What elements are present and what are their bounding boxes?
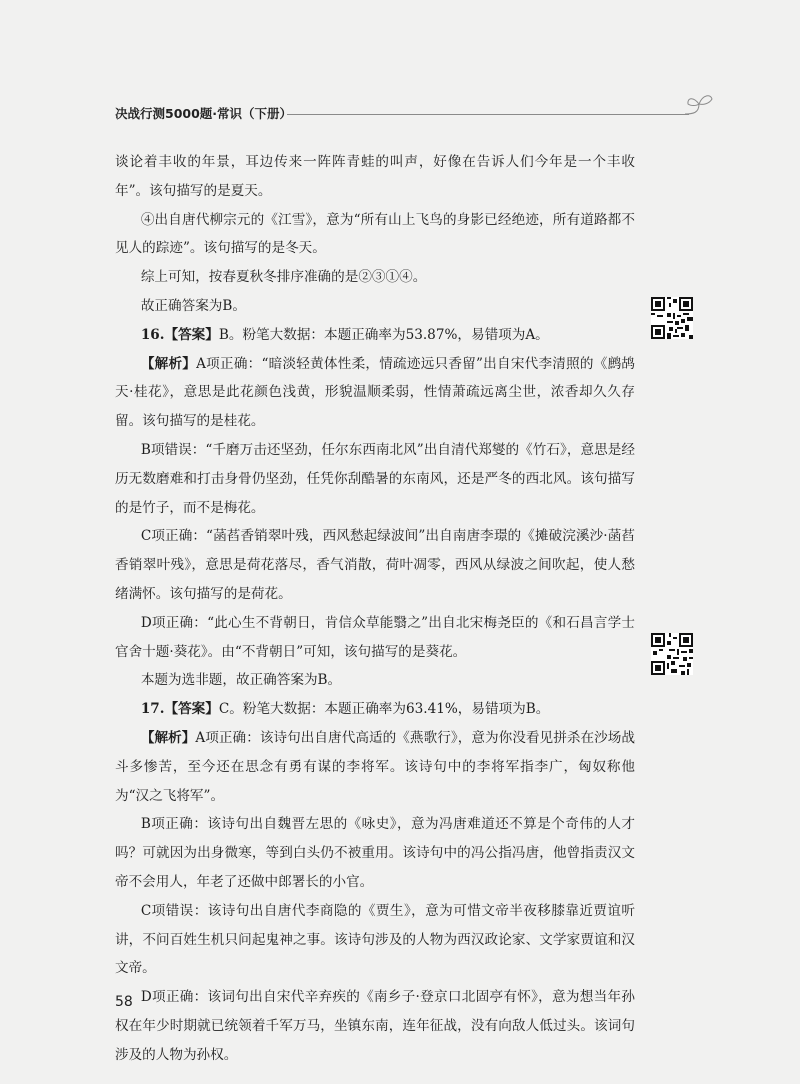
paragraph: 故正确答案为B。 — [140, 297, 246, 314]
paragraph: B项错误：“千磨万击还坚劲，任尔东西南北风”出自清代郑燮的《竹石》，意思是经历无数磨难和打击身骨仍坚劲，任凭你刮酷暑的东南风，还是严冬的西北风。该句描写的是竹子，而不是梅花。 — [115, 441, 635, 516]
analysis-text: A项正确：该诗句出自唐代高适的《燕歌行》，意为你没看见拼杀在沙场战斗多惨苦，至今还在思念有勇有谋的李将军。该诗句中的李将军指李广，匈奴称他为“汉之飞将军”。 — [115, 729, 636, 804]
paragraph: D项正确：该词句出自宋代辛弃疾的《南乡子·登京口北固亭有怀》，意为想当年孙权在年少时期就已统领着千军万马，坐镇东南，连年征战，没有向敌人低过头。该词句涉及的人物为孙权。 — [115, 989, 635, 1063]
paragraph: C项错误：该诗句出自唐代李商隐的《贾生》，意为可惜文帝半夜移膝靠近贾谊听讲，不问百姓生机只问起鬼神之事。该诗句涉及的人物为西汉政论家、文学家贾谊和汉文帝。 — [115, 902, 635, 977]
paragraph: 本题为选非题，故正确答案为B。 — [140, 672, 342, 689]
answer-line-17 — [115, 695, 635, 724]
header-rule — [287, 114, 689, 115]
paragraph: 综上可知，按春夏秋冬排序准确的是②③①④。 — [140, 269, 427, 286]
answer-line-16 — [115, 321, 635, 350]
qr-code-icon — [651, 633, 693, 675]
sprout-icon — [681, 92, 717, 118]
analysis-label: 【解析】 — [140, 729, 196, 746]
answer-label: 17.【答案】 — [140, 701, 219, 718]
analysis-paragraph — [115, 724, 635, 810]
qr-code-icon — [651, 297, 693, 339]
analysis-text: A项正确：“暗淡轻黄体性柔，情疏迹远只香留”出自宋代李清照的《鹧鸪天·桂花》，意思是此花颜色浅黄，形貌温顺柔弱，性情萧疏远离尘世，浓香却久久存留。该句描写的是桂花。 — [115, 355, 635, 430]
paragraph: ④出自唐代柳宗元的《江雪》，意为“所有山上飞鸟的身影已经绝迹，所有道路都不见人的踪迹”。该句描写的是冬天。 — [115, 211, 635, 257]
header-title: 决战行测5000题·常识（下册） — [115, 106, 293, 121]
paragraph: 谈论着丰收的年景，耳边传来一阵阵青蛙的叫声，好像在告诉人们今年是一个丰收年”。该句描写的是夏天。 — [115, 154, 635, 199]
answer-label: 16.【答案】 — [140, 326, 219, 343]
answer-text: C。粉笔大数据：本题正确率为63.41%，易错项为B。 — [218, 701, 550, 718]
paragraph: C项正确：“菡萏香销翠叶残，西风愁起绿波间”出自南唐李璟的《摊破浣溪沙·菡萏香销翠叶残》，意思是荷花落尽，香气消散，荷叶凋零，西风从绿波之间吹起，使人愁绪满怀。该句描写的是荷花。 — [115, 528, 635, 602]
running-header — [115, 100, 715, 124]
analysis-paragraph — [115, 350, 635, 436]
analysis-label: 【解析】 — [140, 355, 197, 372]
body-text — [115, 148, 635, 1070]
paragraph: B项正确：该诗句出自魏晋左思的《咏史》，意为冯唐难道还不算是个奇伟的人才吗？可就因为出身微寒，等到白头仍不被重用。该诗句中的冯公指冯唐，他曾指责汉文帝不会用人，年老了还做中郎署长的小官。 — [115, 816, 635, 890]
answer-text: B。粉笔大数据：本题正确率为53.87%，易错项为A。 — [218, 326, 549, 343]
paragraph: D项正确：“此心生不背朝日，肯信众草能翳之”出自北宋梅尧臣的《和石昌言学士官舍十题·葵花》。由“不背朝日”可知，该句描写的是葵花。 — [115, 614, 635, 660]
page-number: 58 — [115, 994, 133, 1010]
